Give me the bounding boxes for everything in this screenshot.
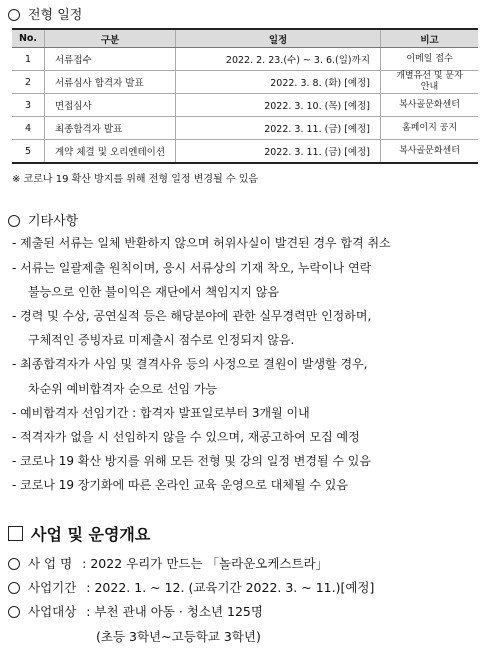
cell-note: 복사골문화센터	[381, 140, 479, 164]
other-line: - 최종합격자가 사임 및 결격사유 등의 사정으로 결원이 발생할 경우,	[12, 357, 368, 371]
overview-section-title: 사업 및 운영개요	[8, 522, 150, 545]
cell-date: 2022. 2. 23.(수) ~ 3. 6.(일)까지	[176, 48, 381, 71]
circle-bullet-icon	[8, 558, 20, 570]
overview-item-name: 사 업 명 : 2022 우리가 만드는 「놀라운오케스트라」	[8, 554, 328, 572]
cell-no: 4	[12, 117, 45, 140]
circle-bullet-icon	[8, 582, 20, 594]
header-date: 일정	[176, 29, 381, 48]
cell-date: 2022. 3. 11. (금) [예정]	[176, 117, 381, 140]
cell-stage: 서류심사 합격자 발표	[45, 71, 176, 94]
other-section-title: 기타사항	[8, 210, 78, 229]
header-stage: 구분	[45, 29, 176, 48]
schedule-footnote: ※ 코로나 19 확산 방지를 위해 전형 일정 변경될 수 있음	[12, 174, 259, 185]
circle-bullet-icon	[8, 606, 20, 618]
cell-date: 2022. 3. 11. (금) [예정]	[176, 140, 381, 164]
other-line: - 예비합격자 선임기간 : 합격자 발표일로부터 3개월 이내	[12, 406, 310, 420]
cell-note: 개별유선 및 문자안내	[381, 71, 479, 94]
table-row	[12, 48, 478, 71]
cell-stage: 면접심사	[45, 94, 176, 117]
other-line: - 적격자가 없을 시 선임하지 않을 수 있으며, 재공고하여 모집 예정	[12, 430, 360, 444]
circle-bullet-icon	[8, 215, 20, 227]
cell-date: 2022. 3. 8. (화) [예정]	[176, 71, 381, 94]
other-line: 차순위 예비합격자 순으로 선임 가능	[28, 382, 218, 396]
cell-note: 홈페이지 공지	[381, 117, 479, 140]
cell-stage: 계약 체결 및 오리엔테이션	[45, 140, 176, 164]
cell-note: 복사골문화센터	[381, 94, 479, 117]
other-line: 불능으로 인한 불이익은 재단에서 책임지지 않음	[28, 285, 279, 299]
table-row	[12, 117, 478, 140]
table-row	[12, 94, 478, 117]
header-note: 비고	[381, 29, 479, 48]
cell-no: 1	[12, 48, 45, 71]
table-row	[12, 71, 478, 94]
table-row	[12, 140, 478, 164]
other-line: - 서류는 일괄제출 원칙이며, 응시 서류상의 기재 착오, 누락이나 연락	[12, 261, 372, 275]
cell-stage: 최종합격자 발표	[45, 117, 176, 140]
cell-date: 2022. 3. 10. (목) [예정]	[176, 94, 381, 117]
schedule-section-title: 전형 일정	[8, 4, 82, 23]
cell-stage: 서류접수	[45, 48, 176, 71]
square-bullet-icon	[8, 526, 23, 541]
overview-item-target: 사업대상 : 부천 관내 아동 · 청소년 125명	[8, 602, 263, 620]
cell-note: 이메일 접수	[381, 48, 479, 71]
circle-bullet-icon	[8, 9, 20, 21]
cell-no: 2	[12, 71, 45, 94]
overview-target-detail: (초등 3학년~고등학교 3학년)	[96, 629, 261, 644]
other-line: - 경력 및 수상, 공연실적 등은 해당분야에 관한 실무경력만 인정하며,	[12, 309, 372, 323]
other-line: 구체적인 증빙자료 미제출시 점수로 인정되지 않음.	[28, 333, 295, 347]
other-line: - 제출된 서류는 일체 반환하지 않으며 허위사실이 발견된 경우 합격 취소	[12, 236, 391, 250]
cell-no: 3	[12, 94, 45, 117]
overview-item-period: 사업기간 : 2022. 1. ~ 12. (교육기간 2022. 3. ~ 11.)[예정]	[8, 578, 374, 596]
table-header-row	[12, 29, 478, 48]
other-line: - 코로나 19 장기화에 따른 온라인 교육 운영으로 대체될 수 있음	[12, 478, 348, 492]
cell-no: 5	[12, 140, 45, 164]
other-line: - 코로나 19 확산 방지를 위해 모든 전형 및 강의 일정 변경될 수 있음	[12, 454, 371, 468]
header-no: No.	[12, 29, 45, 48]
schedule-table	[12, 28, 478, 164]
